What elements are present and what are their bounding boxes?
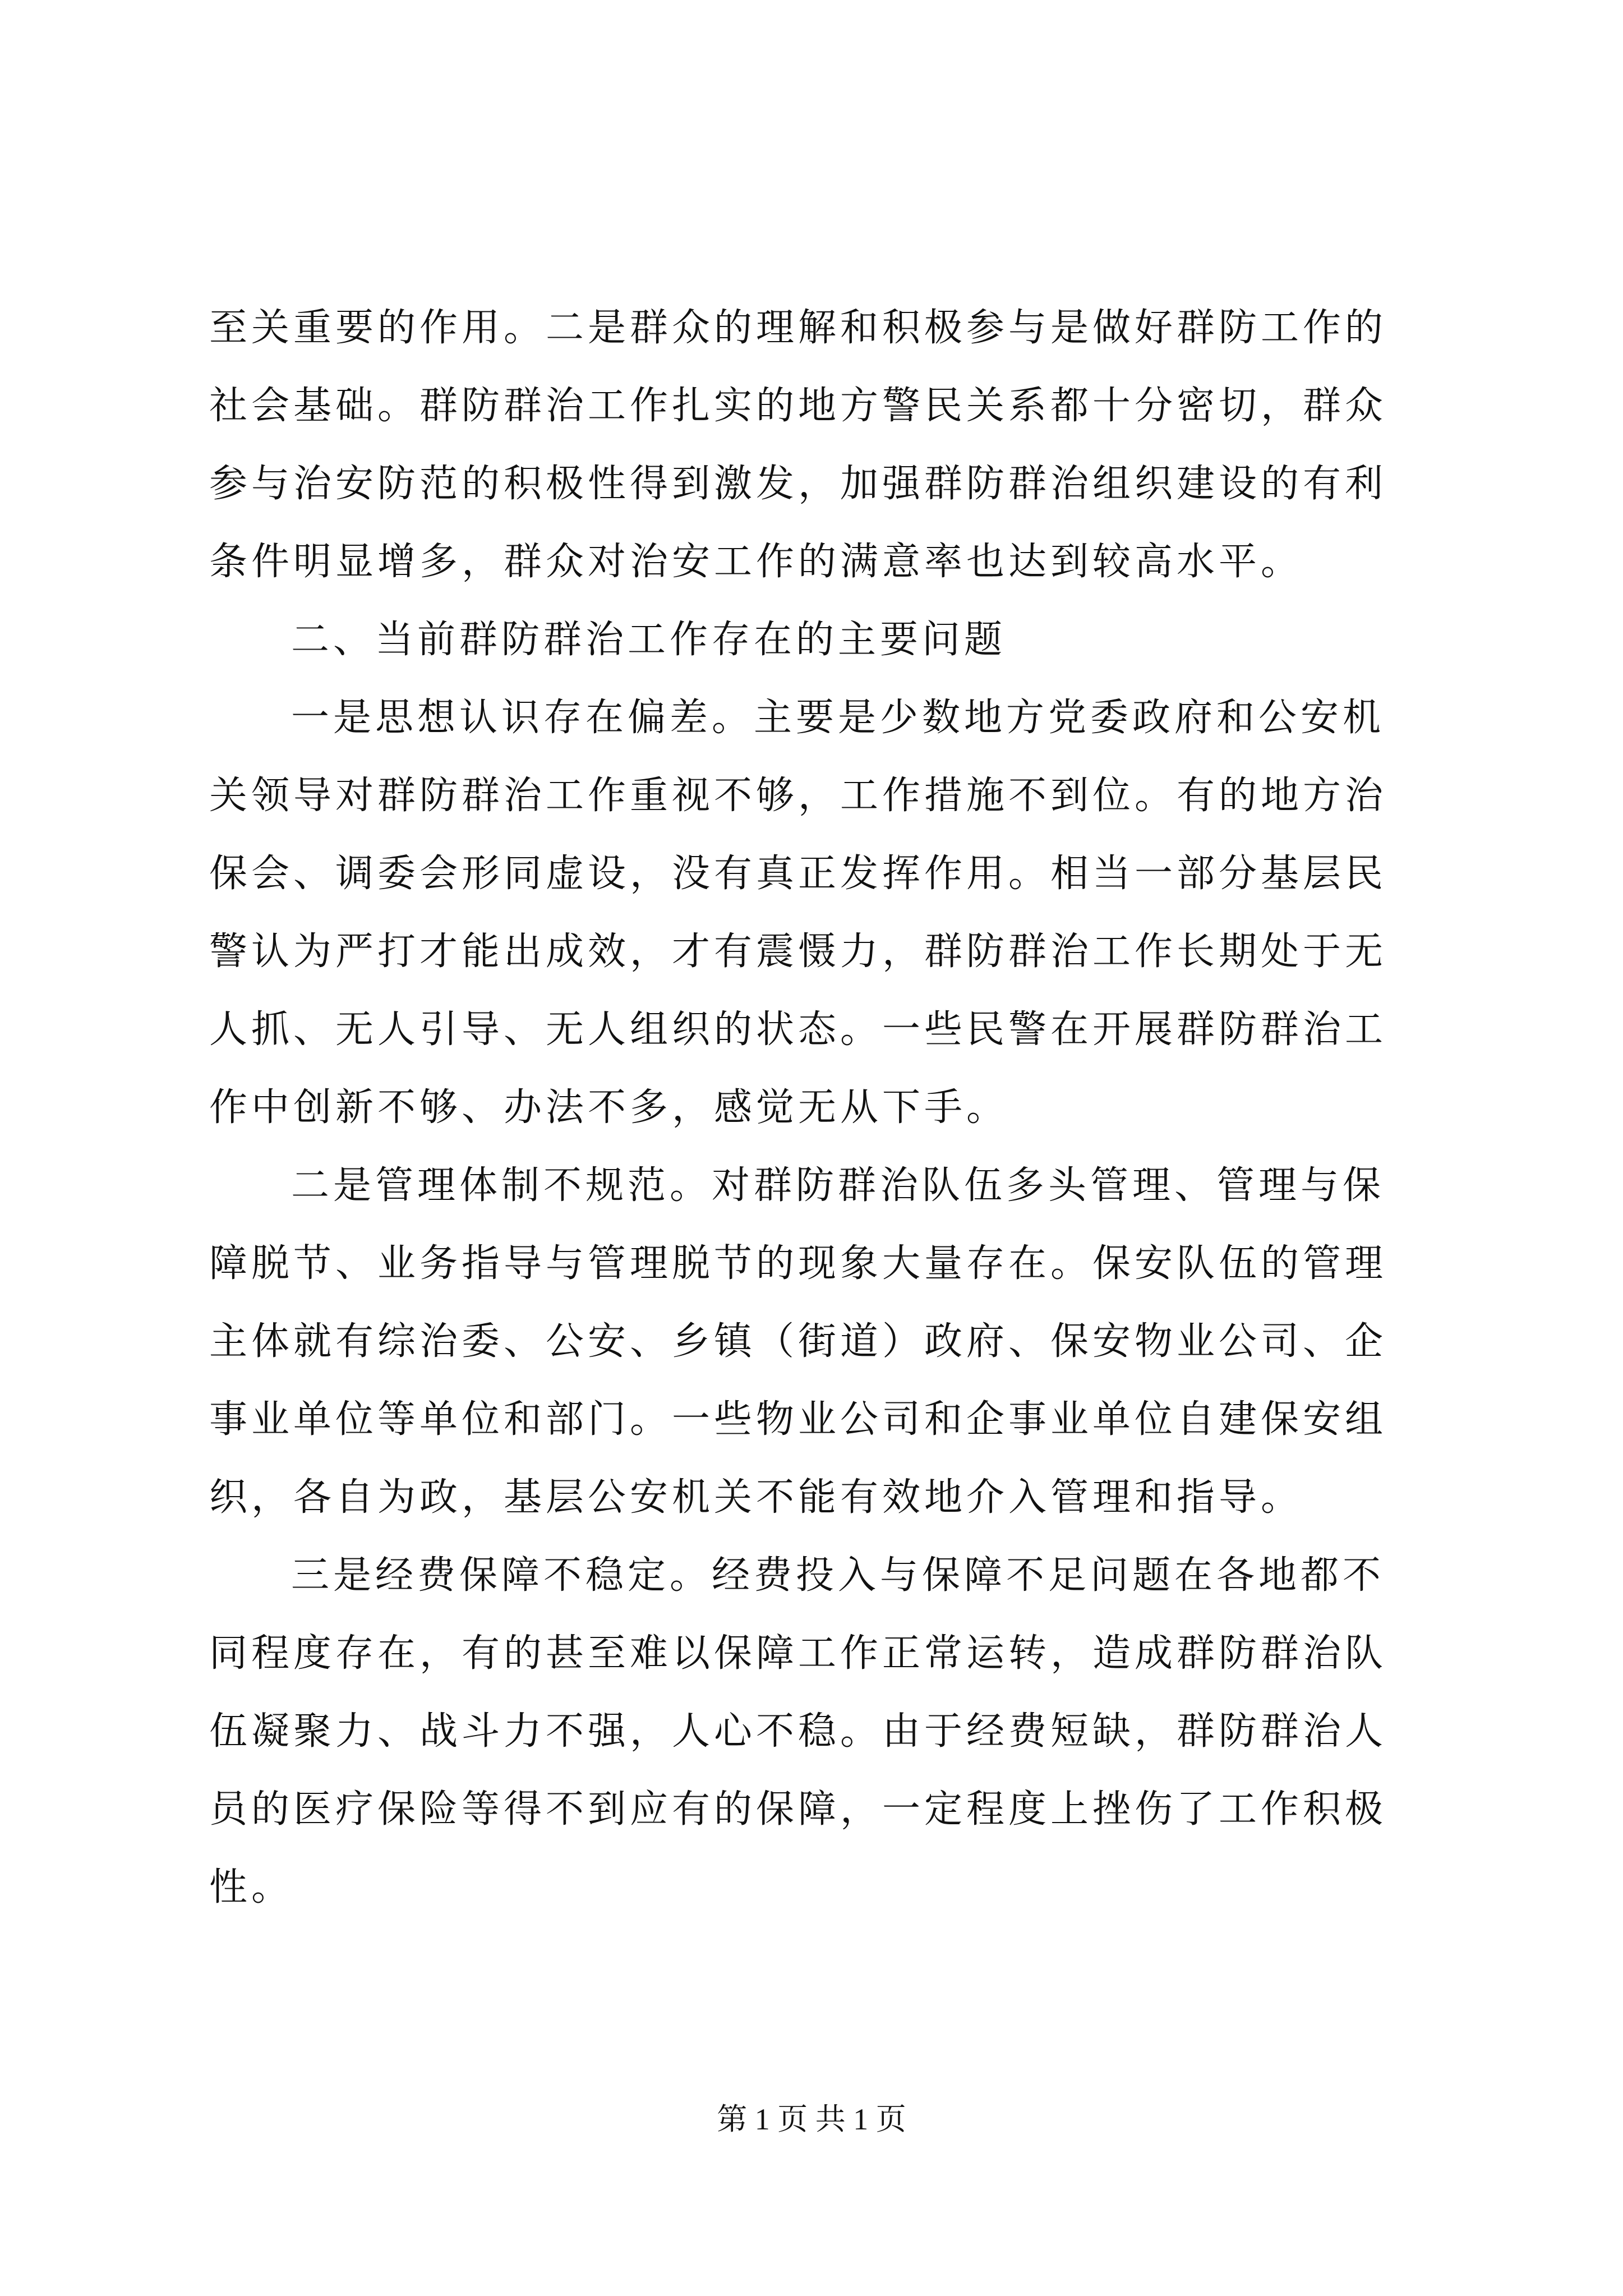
paragraph-first-line: 三是经费保障不稳定。经费投入与保障不足问题在各地都不: [291, 1553, 1385, 1598]
text-line: 人抓、无人引导、无人组织的状态。一些民警在开展群防群治工: [209, 1007, 1387, 1052]
section-heading: 二、当前群防群治工作存在的主要问题: [291, 618, 1007, 662]
text-line: 伍凝聚力、战斗力不强，人心不稳。由于经费短缺，群防群治人: [209, 1709, 1387, 1754]
text-line: 障脱节、业务指导与管理脱节的现象大量存在。保安队伍的管理: [209, 1241, 1387, 1286]
text-line: 事业单位等单位和部门。一些物业公司和企事业单位自建保安组: [209, 1397, 1387, 1442]
text-line: 员的医疗保险等得不到应有的保障，一定程度上挫伤了工作积极: [209, 1787, 1387, 1832]
text-line: 织，各自为政，基层公安机关不能有效地介入管理和指导。: [209, 1475, 1303, 1520]
text-line: 警认为严打才能出成效，才有震慑力，群防群治工作长期处于无: [209, 930, 1387, 974]
text-line: 同程度存在，有的甚至难以保障工作正常运转，造成群防群治队: [209, 1631, 1387, 1676]
page-footer: 第 1 页 共 1 页: [717, 2102, 906, 2136]
text-line: 保会、调委会形同虚设，没有真正发挥作用。相当一部分基层民: [209, 852, 1387, 896]
text-line: 条件明显增多，群众对治安工作的满意率也达到较高水平。: [209, 540, 1303, 584]
paragraph-first-line: 一是思想认识存在偏差。主要是少数地方党委政府和公安机: [291, 696, 1385, 740]
text-line: 关领导对群防群治工作重视不够，工作措施不到位。有的地方治: [209, 774, 1387, 818]
text-line: 作中创新不够、办法不多，感觉无从下手。: [209, 1085, 1009, 1130]
text-line: 社会基础。群防群治工作扎实的地方警民关系都十分密切，群众: [209, 384, 1387, 428]
paragraph-first-line: 二是管理体制不规范。对群防群治队伍多头管理、管理与保: [291, 1163, 1385, 1208]
text-line: 主体就有综治委、公安、乡镇（街道）政府、保安物业公司、企: [209, 1319, 1387, 1364]
text-line: 性。: [209, 1865, 294, 1910]
text-line: 至关重要的作用。二是群众的理解和积极参与是做好群防工作的: [209, 306, 1387, 350]
text-line: 参与治安防范的积极性得到激发，加强群防群治组织建设的有利: [209, 462, 1387, 506]
